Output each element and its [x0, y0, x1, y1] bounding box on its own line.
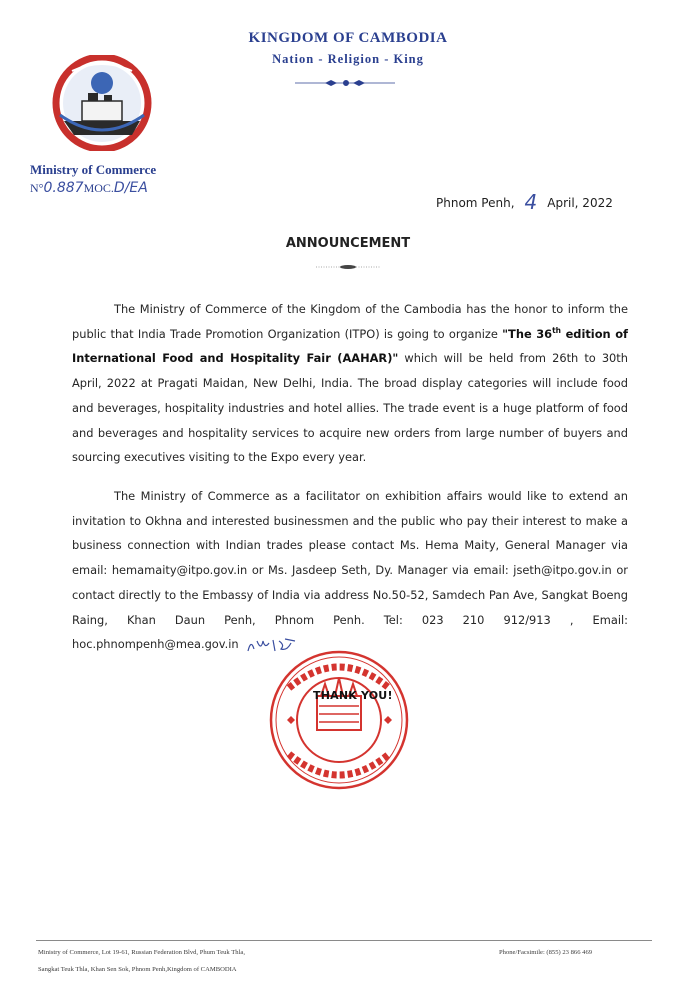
p1-bold-a: "The 36	[502, 326, 553, 341]
footer-address-line-2: Sangkat Teuk Thla, Khan Sen Sok, Phnom Penh,Kingdom of CAMBODIA	[38, 966, 237, 973]
footer-divider	[36, 940, 652, 941]
closing-thank-you: THANK YOU!	[313, 689, 393, 702]
footer-address-line-1: Ministry of Commerce, Lot 19-61, Russian Federation Blvd, Phum Teuk Thla,	[38, 949, 245, 956]
footer-address	[38, 944, 245, 978]
announcement-title: ANNOUNCEMENT	[285, 236, 411, 251]
header-ornament	[295, 78, 395, 88]
p1-text-b: which will be held from 26th to 30th April, 2022 at Pragati Maidan, New Delhi, India. The broad display categories will include food and beverages, hospitality industries and hotel allies. The trade event is a huge platform of food and beverages and hospitality services to acquire new orders from large number of buyers and sourcing executives visiting to the Expo every year.	[72, 351, 628, 465]
kingdom-title: KINGDOM OF CAMBODIA	[248, 30, 448, 46]
national-motto: Nation - Religion - King	[272, 52, 424, 66]
p2-text: The Ministry of Commerce as a facilitator on exhibition affairs would like to extend an invitation to Okhna and interested businessmen and the public who pay their interest to make a business connection with Indian trades please contact Ms. Hema Maity, General Manager via email: hemamaity@itpo.gov.in or Ms. Jasdeep Seth, Dy. Manager via email: jseth@itpo.gov.in or contact directly to the Embassy of India via address No.50-52, Samdech Pan Ave, Sangkat Boeng Raing, Khan Daun Penh, Phnom Penh. Tel: 023 210 912/913 , Email: hoc.phnompenh@mea.gov.in	[72, 489, 628, 652]
p1-sup: th	[552, 325, 562, 335]
p1-text-a: The Ministry of Commerce of the Kingdom of the Cambodia has the honor to inform the public that India Trade Promotion Organization (ITPO) is going to organize	[72, 302, 628, 341]
official-red-stamp	[267, 648, 412, 793]
paragraph-2	[72, 484, 628, 657]
ref-code: MOC	[83, 181, 111, 195]
date-day-handwritten: 4	[524, 190, 538, 214]
date-month-year: April, 2022	[547, 196, 613, 210]
date-city: Phnom Penh,	[436, 196, 515, 210]
ref-number-handwritten: 0.887	[43, 180, 84, 196]
ministry-seal-logo	[52, 55, 152, 151]
p1-bold-b: edition of International Food and Hospitality Fair (AAHAR)"	[72, 326, 628, 366]
title-ornament	[316, 264, 380, 270]
date-line	[436, 188, 613, 212]
footer-phone: Phone/Facsimile: (855) 23 866 469	[499, 949, 593, 956]
ref-prefix: N°	[30, 181, 44, 195]
paragraph-1	[72, 297, 628, 470]
reference-number: N°0.887MOC.D/EA	[30, 180, 148, 196]
ref-suffix-handwritten: D/EA	[113, 180, 148, 196]
ministry-name: Ministry of Commerce	[30, 162, 157, 177]
